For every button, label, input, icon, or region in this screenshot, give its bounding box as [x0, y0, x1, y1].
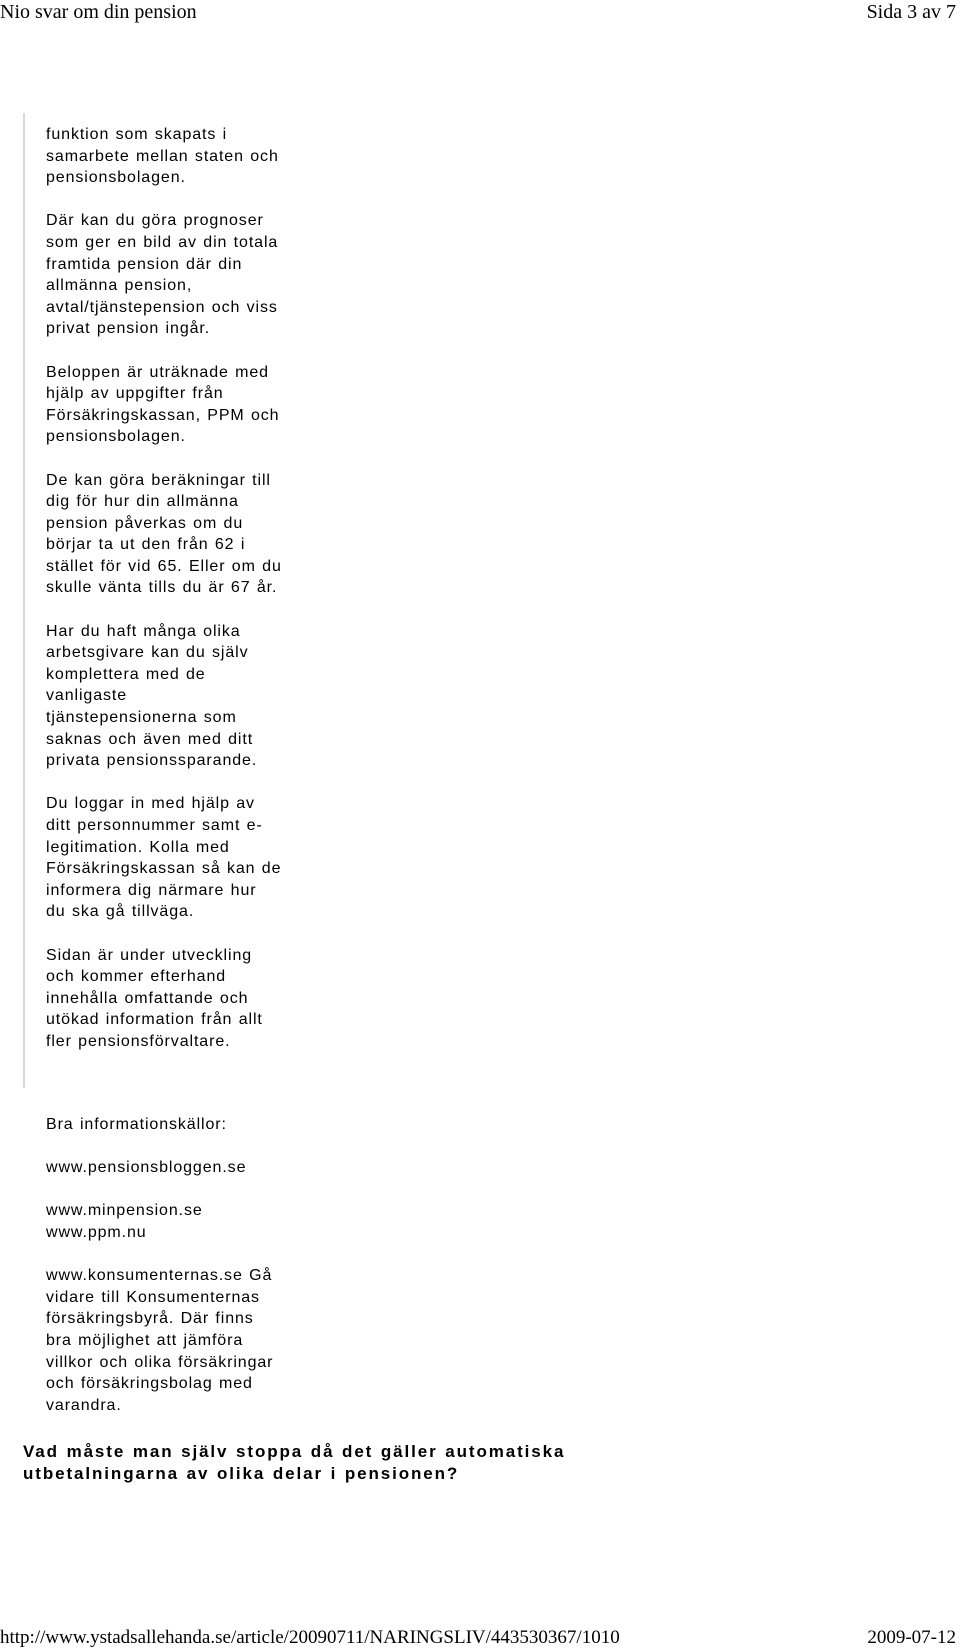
text-line: ditt personnummer samt e-	[46, 817, 263, 834]
text-line: funktion som skapats i	[46, 126, 228, 143]
source-item	[46, 1200, 306, 1243]
page-header-title: Nio svar om din pension	[0, 1, 197, 23]
text-line: villkor och olika försäkringar	[46, 1353, 274, 1371]
text-line: avtal/tjänstepension och viss	[46, 298, 278, 316]
source-link[interactable]: www.konsumenternas.se Gå	[46, 1267, 273, 1285]
paragraph	[46, 945, 306, 1053]
text-line: pensionsbolagen.	[46, 428, 186, 446]
paragraph	[46, 470, 306, 600]
source-item	[46, 1265, 306, 1416]
text-line: och kommer efterhand	[46, 968, 227, 986]
info-sources	[46, 1114, 306, 1438]
footer-date: 2009-07-12	[867, 1627, 956, 1648]
text-line: tjänstepensionerna som	[46, 709, 237, 727]
text-line: och försäkringsbolag med	[46, 1375, 253, 1393]
text-line: pension påverkas om du	[46, 514, 244, 532]
text-line: försäkringsbyrå. Där finns	[46, 1310, 254, 1328]
text-line: privata pensionssparande.	[46, 752, 258, 770]
footer-url: http://www.ystadsallehanda.se/article/20090711/NARINGSLIV/443530367/1010	[0, 1627, 620, 1648]
article-body	[46, 124, 306, 1074]
column-divider	[23, 113, 25, 1088]
source-link[interactable]: www.ppm.nu	[46, 1223, 147, 1241]
text-line: privat pension ingår.	[46, 320, 211, 338]
text-line: Försäkringskassan så kan de	[46, 860, 282, 878]
text-line: skulle vänta tills du är 67 år.	[46, 579, 278, 597]
text-line: utökad information från allt	[46, 1011, 263, 1029]
text-line: stället för vid 65. Eller om du	[46, 557, 282, 575]
text-line: arbetsgivare kan du själv	[46, 644, 249, 662]
text-line: framtida pension där din	[46, 255, 243, 273]
text-line: dig för hur din allmänna	[46, 493, 239, 511]
text-line: hjälp av uppgifter från	[46, 385, 224, 403]
sources-heading: Bra informationskällor:	[46, 1116, 227, 1133]
text-line: De kan göra beräkningar till	[46, 471, 271, 489]
source-link[interactable]: www.pensionsbloggen.se	[46, 1159, 247, 1177]
text-line: informera dig närmare hur	[46, 881, 257, 899]
text-line: Du loggar in med hjälp av	[46, 795, 255, 813]
text-line: varandra.	[46, 1396, 122, 1414]
text-line: vidare till Konsumenternas	[46, 1288, 260, 1306]
text-line: fler pensionsförvaltare.	[46, 1032, 231, 1050]
text-line: pensionsbolagen.	[46, 169, 186, 187]
text-line: saknas och även med ditt	[46, 730, 254, 748]
text-line: vanligaste	[46, 687, 128, 705]
heading-line: utbetalningarna av olika delar i pensionen?	[23, 1464, 460, 1483]
paragraph	[46, 621, 306, 772]
text-line: legitimation. Kolla med	[46, 838, 230, 856]
text-line: Har du haft många olika	[46, 622, 241, 640]
paragraph	[46, 793, 306, 923]
text-line: du ska gå tillväga.	[46, 903, 195, 921]
paragraph	[46, 124, 306, 189]
text-line: komplettera med de	[46, 665, 206, 683]
text-line: innehålla omfattande och	[46, 989, 249, 1007]
text-line: samarbete mellan staten och	[46, 147, 279, 165]
text-line: Där kan du göra prognoser	[46, 212, 264, 230]
text-line: allmänna pension,	[46, 277, 193, 295]
heading-line: Vad måste man själv stoppa då det gäller automatiska	[23, 1442, 566, 1461]
text-line: Försäkringskassan, PPM och	[46, 406, 280, 424]
question-heading	[23, 1441, 923, 1485]
source-item	[46, 1157, 306, 1179]
paragraph	[46, 210, 306, 340]
text-line: bra möjlighet att jämföra	[46, 1331, 244, 1349]
text-line: Sidan är under utveckling	[46, 946, 253, 964]
page-number: Sida 3 av 7	[866, 1, 956, 23]
text-line: börjar ta ut den från 62 i	[46, 536, 246, 554]
text-line: Beloppen är uträknade med	[46, 363, 269, 381]
text-line: som ger en bild av din totala	[46, 233, 279, 251]
source-link[interactable]: www.minpension.se	[46, 1202, 203, 1220]
paragraph	[46, 362, 306, 448]
